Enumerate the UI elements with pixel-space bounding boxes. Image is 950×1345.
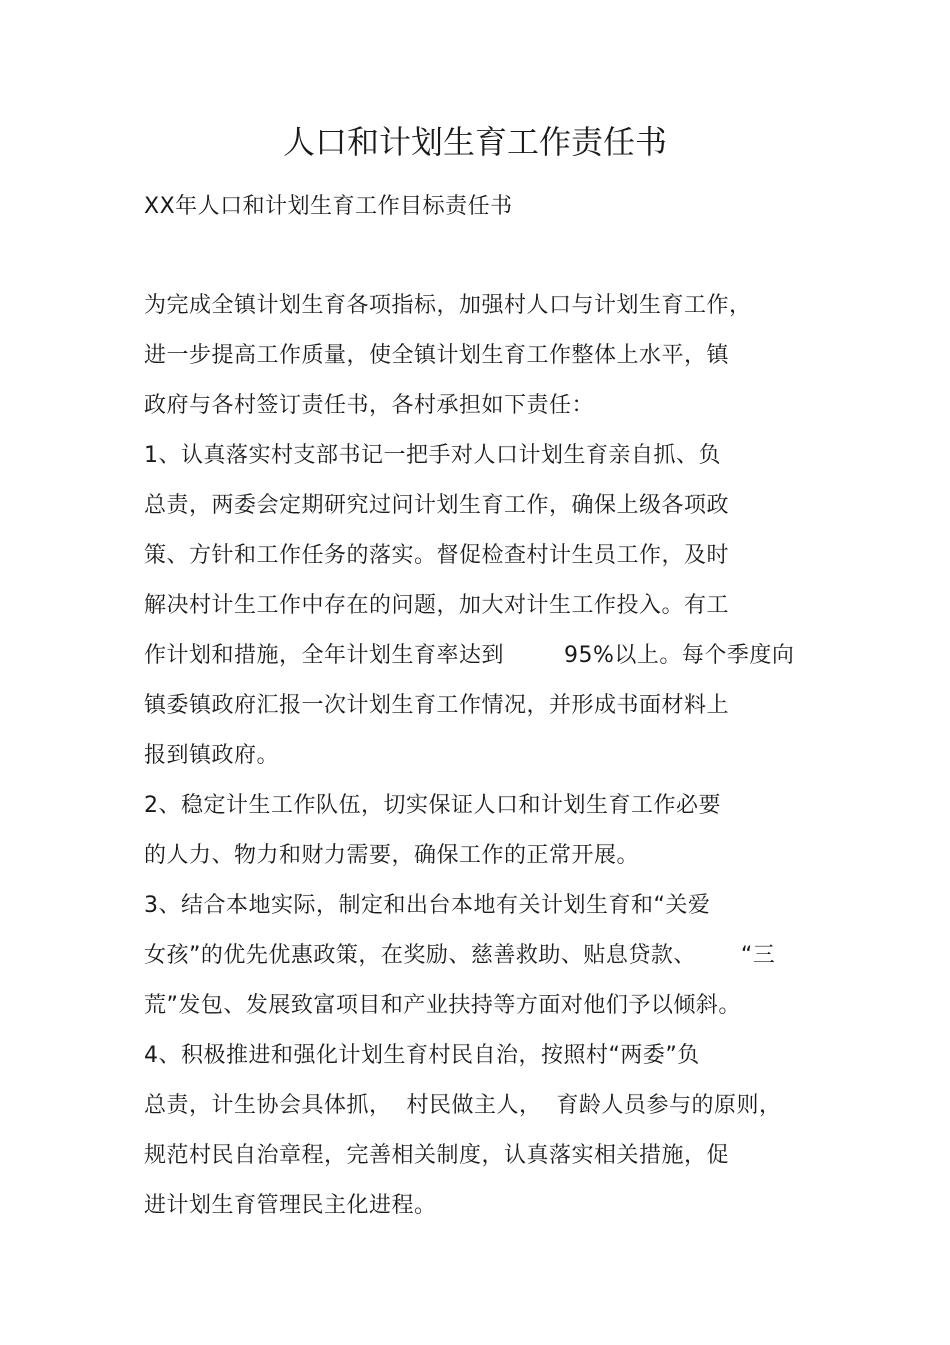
body-line: 进计划生育管理民主化进程。 [144,1193,437,1218]
document-title: 人口和计划生育工作责任书 [282,123,667,161]
body-line: 荒”发包、发展致富项目和产业扶持等方面对他们予以倾斜。 [144,993,741,1018]
body-line: 策、方针和工作任务的落实。督促检查村计生员工作，及时 [144,543,730,568]
body-line: 规范村民自治章程，完善相关制度，认真落实相关措施，促 [144,1143,730,1168]
body-line: 报到镇政府。 [144,743,280,768]
body-line: 总责，两委会定期研究过问计划生育工作，确保上级各项政 [144,493,730,518]
body-line: 女孩”的优先优惠政策，在奖励、慈善救助、贴息贷款、 “三 [144,943,776,968]
document-subtitle: XX年人口和计划生育工作目标责任书 [144,194,513,219]
body-line: 4、积极推进和强化计划生育村民自治，按照村“两委”负 [144,1043,700,1068]
body-line: 的人力、物力和财力需要，确保工作的正常开展。 [144,843,640,868]
body-line: 政府与各村签订责任书，各村承担如下责任： [144,393,595,418]
body-line: 作计划和措施，全年计划生育率达到 95%以上。每个季度向 [144,643,795,668]
body-line: 镇委镇政府汇报一次计划生育工作情况，并形成书面材料上 [144,693,730,718]
body-line: 3、结合本地实际，制定和出台本地有关计划生育和“关爱 [144,893,711,918]
body-line: 总责，计生协会具体抓， 村民做主人， 育龄人员参与的原则， [144,1093,782,1118]
body-line: 1、认真落实村支部书记一把手对人口计划生育亲自抓、负 [144,443,721,468]
body-line: 解决村计生工作中存在的问题，加大对计生工作投入。有工 [144,593,730,618]
body-line: 为完成全镇计划生育各项指标，加强村人口与计划生育工作， [144,293,752,318]
body-line: 2、稳定计生工作队伍，切实保证人口和计划生育工作必要 [144,793,721,818]
body-line: 进一步提高工作质量，使全镇计划生育工作整体上水平，镇 [144,343,730,368]
